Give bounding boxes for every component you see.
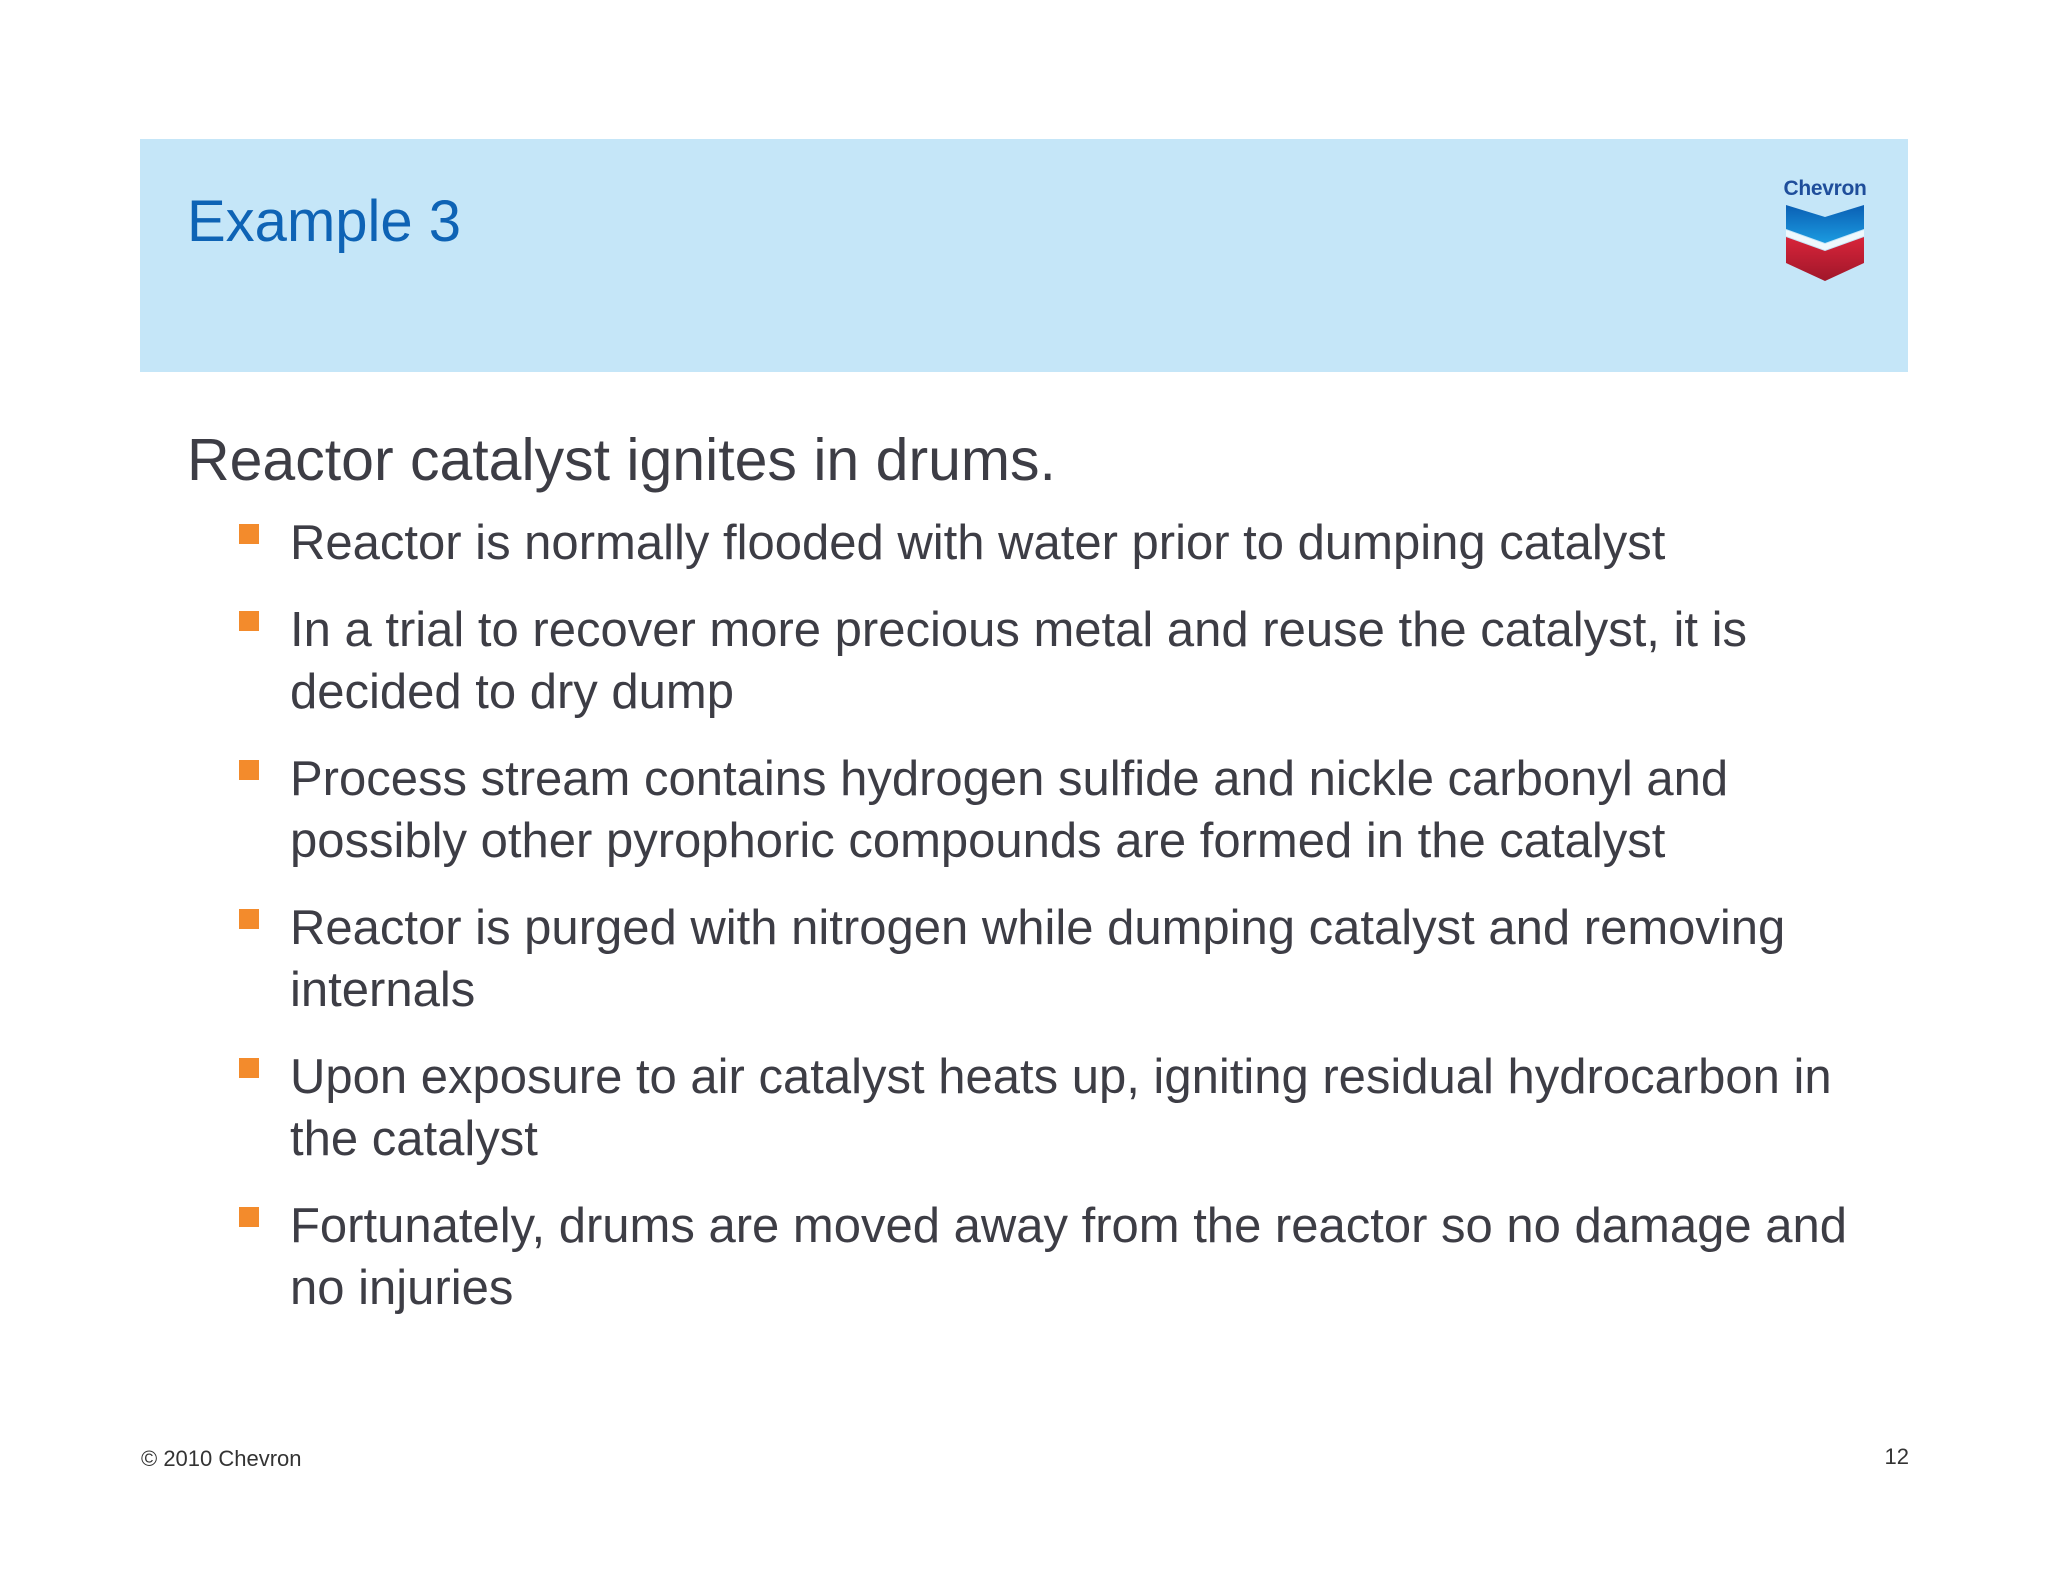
bullet-text: Process stream contains hydrogen sulfide and nickle carbonyl and possibly other pyrophoric compounds are formed in the catalyst [290,752,1729,868]
square-bullet-icon [239,760,259,780]
slide-body [187,420,1907,1344]
lead-text: Reactor catalyst ignites in drums. [187,427,1056,493]
list-item [187,1046,1907,1170]
square-bullet-icon [239,1207,259,1227]
header-band [140,139,1908,372]
page-number: 12 [1884,1444,1909,1469]
chevron-logo-icon [1786,203,1864,287]
copyright-text: © 2010 Chevron [141,1446,302,1471]
list-item [187,1195,1907,1319]
bullet-list [187,512,1907,1319]
slide-title: Example 3 [187,189,462,254]
bullet-text: Reactor is normally flooded with water prior to dumping catalyst [290,516,1666,570]
square-bullet-icon [239,909,259,929]
bullet-text: Fortunately, drums are moved away from the reactor so no damage and no injuries [290,1199,1847,1315]
list-item [187,897,1907,1021]
square-bullet-icon [239,524,259,544]
square-bullet-icon [239,1058,259,1078]
list-item [187,599,1907,723]
list-item [187,512,1907,574]
logo-wordmark: Chevron [1783,177,1867,200]
bullet-text: Reactor is purged with nitrogen while dumping catalyst and removing internals [290,901,1786,1017]
list-item [187,748,1907,872]
bullet-text: Upon exposure to air catalyst heats up, igniting residual hydrocarbon in the catalyst [290,1050,1832,1166]
square-bullet-icon [239,611,259,631]
chevron-logo [1766,177,1884,287]
bullet-text: In a trial to recover more precious metal and reuse the catalyst, it is decided to dry dump [290,603,1748,719]
